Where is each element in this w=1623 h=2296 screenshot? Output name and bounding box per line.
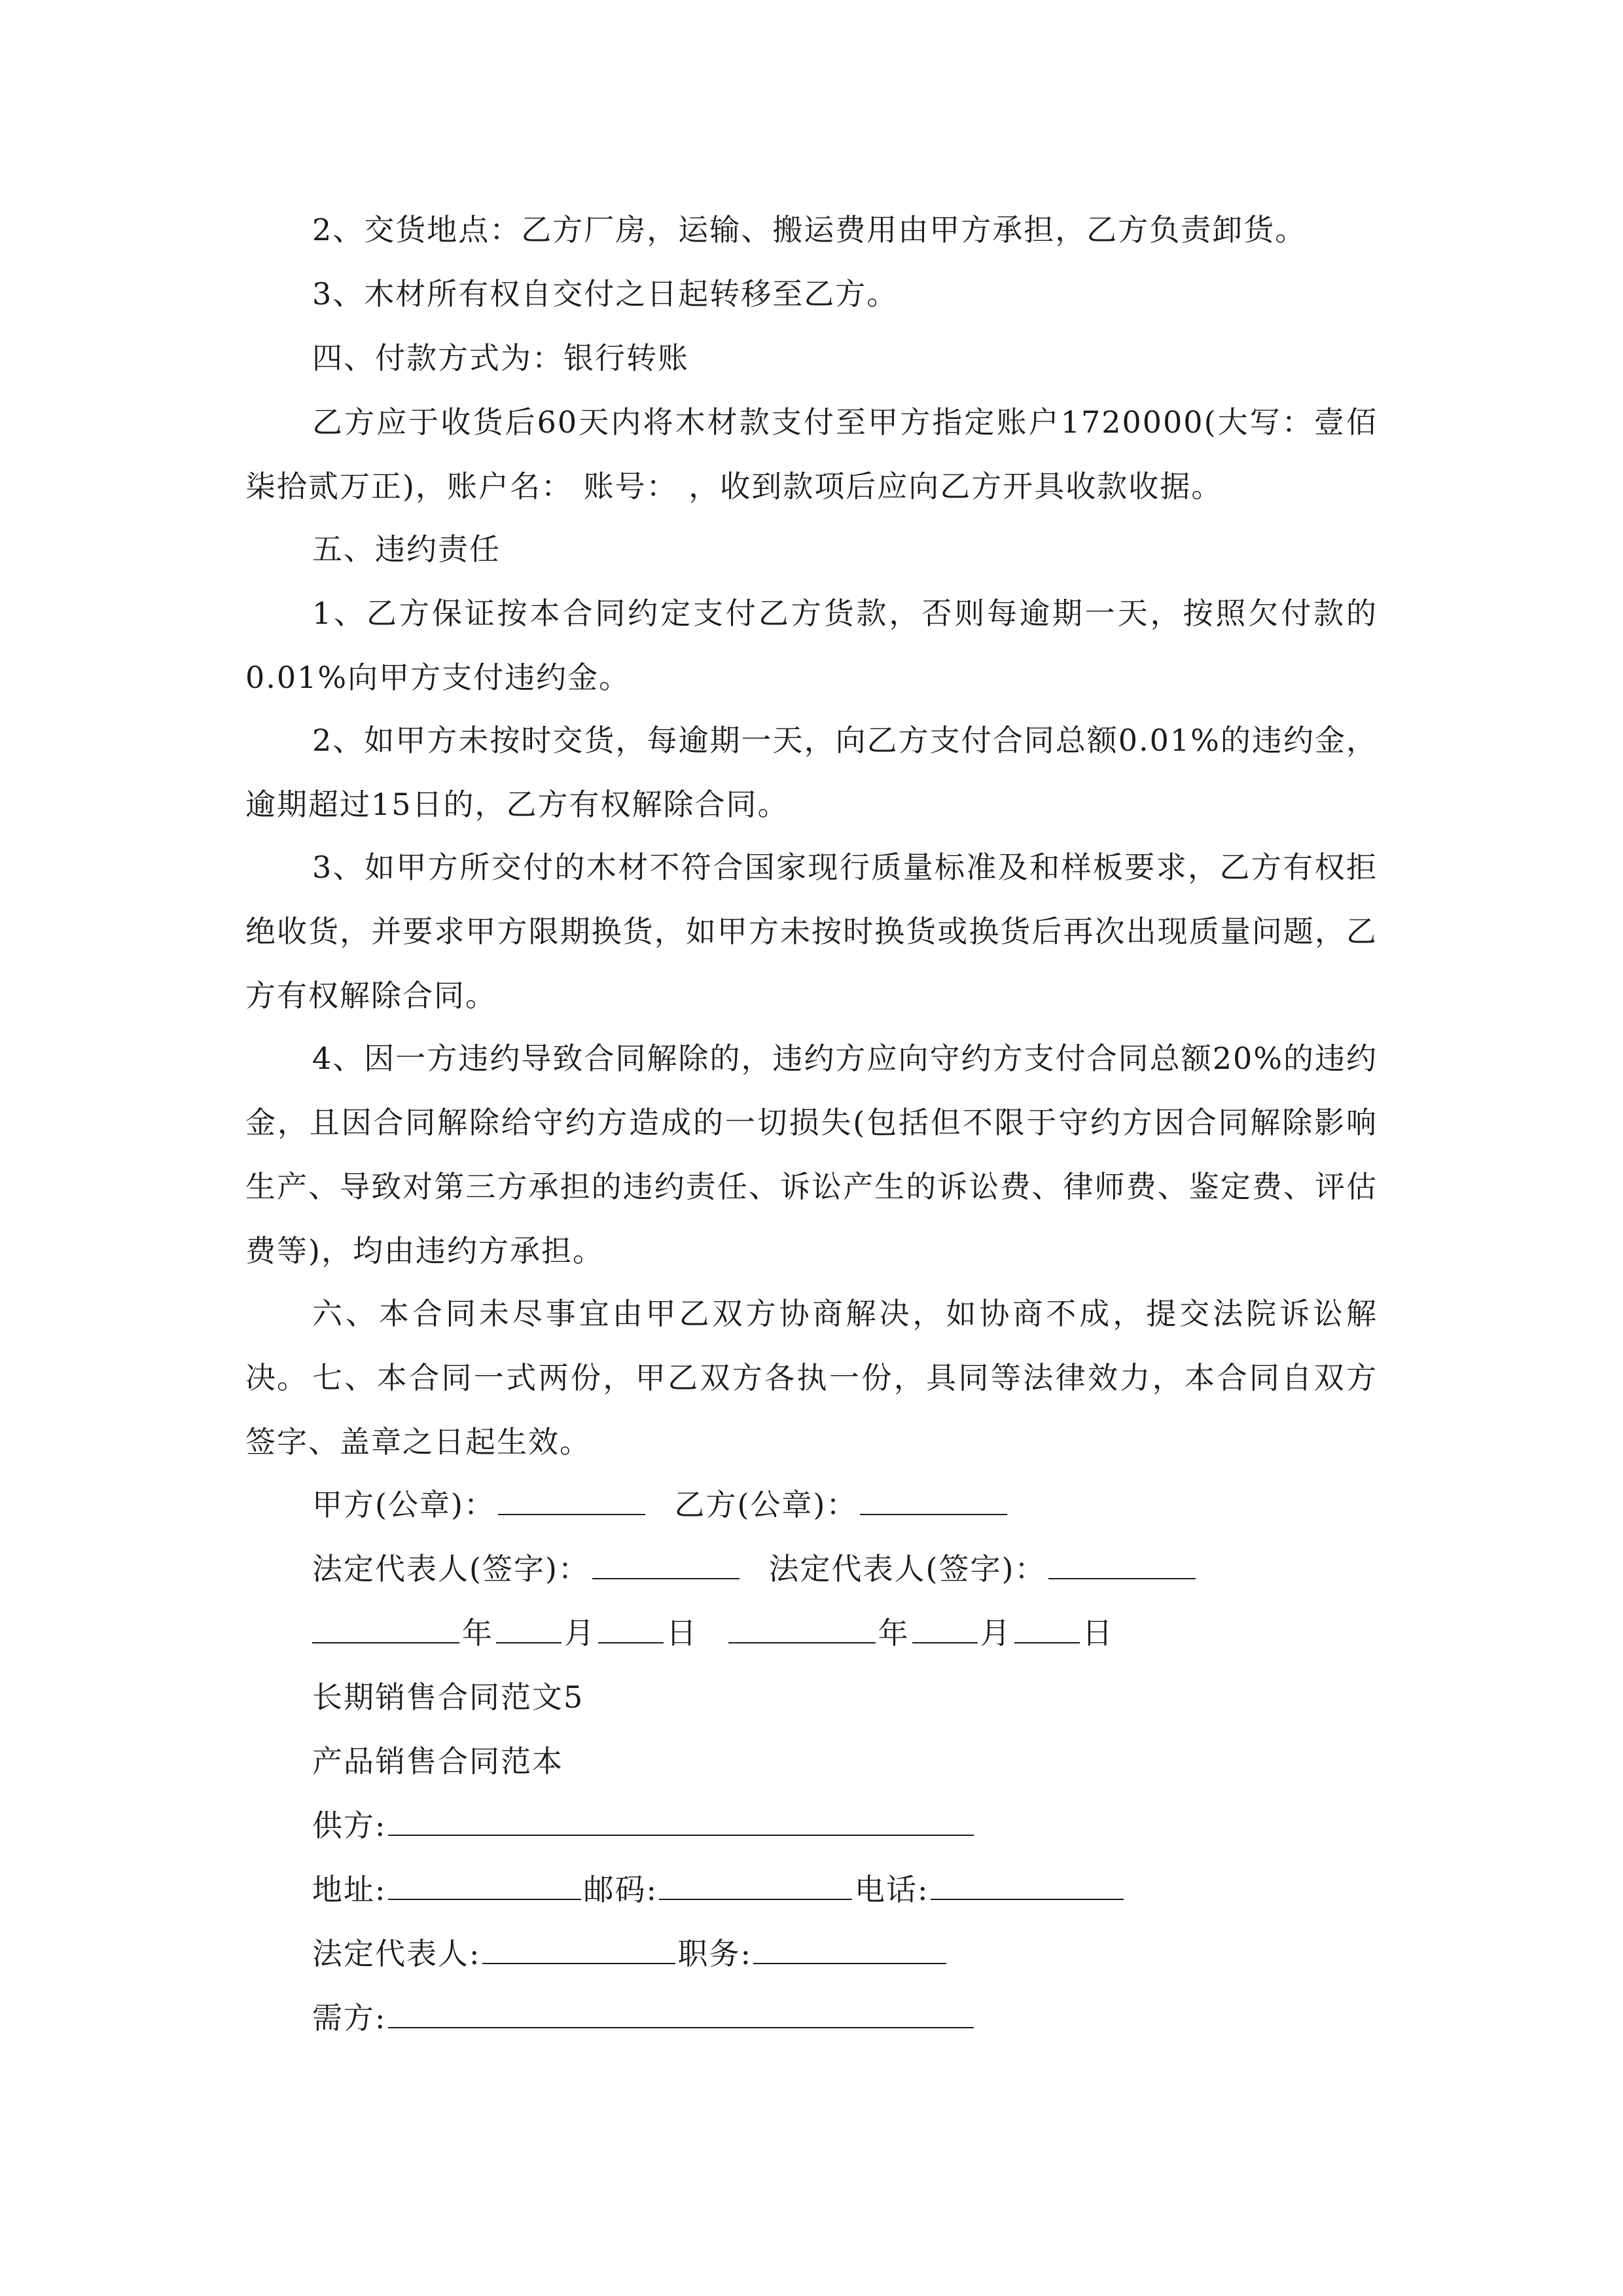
date-line bbox=[312, 1601, 1114, 1665]
clause-dispute-resolution: 六、本合同未尽事宜由甲乙双方协商解决，如协商不成，提交法院诉讼解决。 bbox=[245, 1296, 1378, 1395]
section-title: 长期销售合同范文5 bbox=[312, 1679, 584, 1715]
legal-rep-label: 法定代表人: bbox=[312, 1936, 481, 1971]
buyer-label: 需方: bbox=[312, 2000, 387, 2036]
party-a-seal-label: 甲方(公章)： bbox=[312, 1487, 495, 1522]
seal-line bbox=[312, 1473, 1010, 1537]
postcode-blank bbox=[659, 1873, 852, 1900]
phone-label: 电话: bbox=[855, 1872, 929, 1907]
day-blank-a bbox=[598, 1616, 664, 1643]
party-b-rep-label: 法定代表人(签字)： bbox=[768, 1551, 1046, 1587]
party-b-rep-blank bbox=[1048, 1552, 1196, 1579]
party-b-seal-label: 乙方(公章)： bbox=[674, 1487, 858, 1522]
party-b-seal-blank bbox=[860, 1488, 1007, 1515]
year-blank-a bbox=[312, 1616, 459, 1643]
clause-delivery-location: 2、交货地点：乙方厂房，运输、搬运费用由甲方承担，乙方负责卸货。 bbox=[312, 212, 1307, 247]
clause-breach-2: 2、如甲方未按时交货，每逾期一天，向乙方支付合同总额0.01%的违约金，逾期超过15日的，乙方有权解除合同。 bbox=[245, 723, 1378, 822]
year-label-b: 年 bbox=[878, 1615, 910, 1651]
month-blank-a bbox=[496, 1616, 562, 1643]
year-label-a: 年 bbox=[462, 1615, 493, 1651]
clause-payment-terms: 乙方应于收货后60天内将木材款支付至甲方指定账户1720000(大写：壹佰柒拾贰万正)，账户名： 账号： ，收到款项后应向乙方开具收款收据。 bbox=[245, 404, 1378, 504]
position-blank bbox=[753, 1937, 946, 1964]
section-payment-method: 四、付款方式为：银行转账 bbox=[312, 340, 689, 376]
supplier-label: 供方: bbox=[312, 1808, 387, 1843]
month-label-a: 月 bbox=[564, 1615, 596, 1651]
clause-effectiveness: 七、本合同一式两份，甲乙双方各执一份，具同等法律效力，本合同自双方签字、盖章之日起生效。 bbox=[245, 1360, 1378, 1460]
address-blank bbox=[388, 1873, 581, 1900]
address-label: 地址: bbox=[312, 1872, 387, 1907]
month-label-b: 月 bbox=[980, 1615, 1012, 1651]
year-blank-b bbox=[728, 1616, 876, 1643]
supplier-line bbox=[312, 1793, 976, 1857]
form-title: 产品销售合同范本 bbox=[312, 1744, 563, 1779]
party-a-rep-label: 法定代表人(签字)： bbox=[312, 1551, 590, 1587]
party-a-seal-blank bbox=[498, 1488, 645, 1515]
postcode-label: 邮码: bbox=[583, 1872, 658, 1907]
buyer-blank bbox=[388, 2001, 974, 2028]
phone-blank bbox=[931, 1873, 1124, 1900]
clause-breach-1: 1、乙方保证按本合同约定支付乙方货款，否则每逾期一天，按照欠付款的0.01%向甲方支付违约金。 bbox=[245, 596, 1378, 695]
day-label-b: 日 bbox=[1082, 1615, 1114, 1651]
clause-breach-3: 3、如甲方所交付的木材不符合国家现行质量标准及和样板要求，乙方有权拒绝收货，并要求甲方限期换货，如甲方未按时换货或换货后再次出现质量问题，乙方有权解除合同。 bbox=[245, 850, 1378, 1013]
day-label-a: 日 bbox=[666, 1615, 698, 1651]
party-a-rep-blank bbox=[592, 1552, 740, 1579]
clause-ownership-transfer: 3、木材所有权自交付之日起转移至乙方。 bbox=[312, 276, 899, 312]
supplier-blank bbox=[388, 1808, 974, 1836]
buyer-line bbox=[312, 1986, 976, 2050]
clause-breach-4: 4、因一方违约导致合同解除的，违约方应向守约方支付合同总额20%的违约金，且因合同解除给守约方造成的一切损失(包括但不限于守约方因合同解除影响生产、导致对第三方承担的违约责任、诉讼产生的诉讼费、律师费、鉴定费、评估费等)，均由违约方承担。 bbox=[245, 1041, 1378, 1268]
legal-rep-blank bbox=[482, 1937, 675, 1964]
section-breach-liability: 五、违约责任 bbox=[312, 531, 501, 567]
position-label: 职务: bbox=[677, 1936, 752, 1971]
representative-position-line bbox=[312, 1922, 949, 1986]
contact-line bbox=[312, 1857, 1126, 1922]
month-blank-b bbox=[912, 1616, 978, 1643]
day-blank-b bbox=[1014, 1616, 1080, 1643]
representative-line bbox=[312, 1537, 1198, 1601]
